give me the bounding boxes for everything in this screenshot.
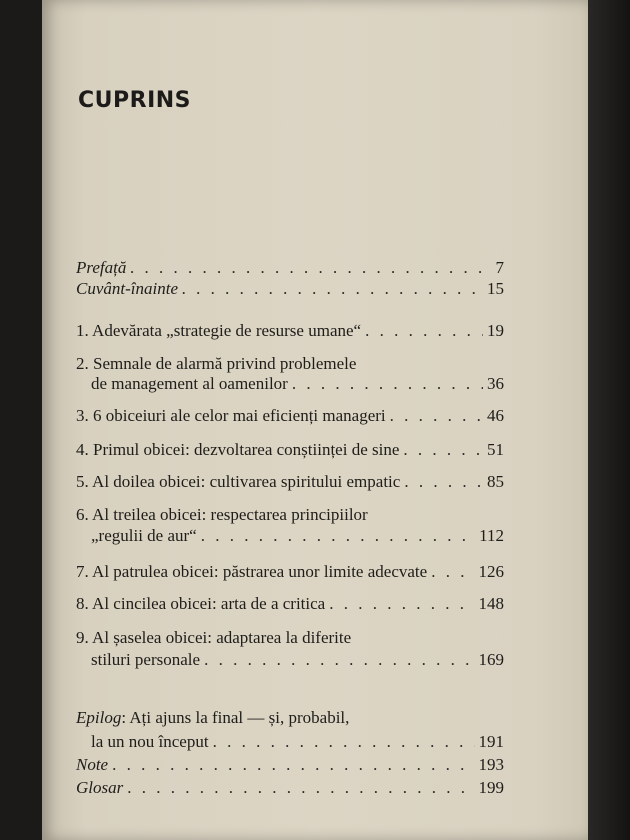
toc-entry-label: 7. Al patrulea obicei: păstrarea unor limite adecvate [76,562,428,581]
leader-dots [329,594,474,614]
toc-entry-prefata [76,258,504,278]
toc-entry-chapter-6-line1: 6. Al treilea obicei: respectarea principiilor [76,505,368,524]
toc-entry-note [76,755,504,775]
toc-entry-label: Cuvânt-înainte [76,279,178,298]
toc-entry-chapter-9 [91,650,504,670]
toc-entry-label: la un nou început [91,732,209,751]
toc-page-number: 199 [478,778,504,797]
leader-dots [204,650,474,670]
toc-entry-label: „regulii de aur“ [91,526,197,545]
toc-entry-epilog-line1 [76,708,349,728]
toc-page-number: 112 [479,526,504,545]
leader-dots [403,440,483,460]
leader-dots [201,526,475,546]
toc-page-number: 126 [478,562,504,581]
toc-entry-label: 4. Primul obicei: dezvoltarea conștiinței de sine [76,440,400,459]
leader-dots [365,321,483,341]
toc-entry-chapter-3 [76,406,504,426]
toc-entry-glosar [76,778,504,798]
leader-dots [431,562,474,582]
toc-entry-chapter-2 [91,374,504,394]
toc-entry-label: stiluri personale [91,650,201,669]
toc-entry-chapter-7 [76,562,504,582]
toc-entry-label: de management al oamenilor [91,374,288,393]
toc-entry-label: Note [76,755,109,774]
toc-page-number: 19 [487,321,504,340]
page-edge-shadow [588,0,630,840]
leader-dots [182,279,483,299]
toc-entry-chapter-4 [76,440,504,460]
toc-entry-chapter-2-line1: 2. Semnale de alarmă privind problemele [76,354,357,373]
toc-entry-chapter-9-line1: 9. Al șaselea obicei: adaptarea la diferite [76,628,352,647]
toc-entry-chapter-5 [76,472,504,492]
leader-dots [112,755,474,775]
page-title: CUPRINS [78,88,192,113]
toc-entry-cuvant-inainte [76,279,504,299]
leader-dots [127,778,474,798]
leader-dots [213,732,475,752]
leader-dots [292,374,483,394]
leader-dots [404,472,483,492]
toc-page-number: 51 [487,440,504,459]
toc-page-number: 85 [487,472,504,491]
toc-entry-label: 5. Al doilea obicei: cultivarea spiritului empatic [76,472,401,491]
epilog-title: : Ați ajuns la final — și, probabil, [121,708,350,727]
toc-page-number: 148 [478,594,504,613]
toc-page-number: 191 [478,732,504,751]
toc-entry-label: Prefață [76,258,127,277]
toc-page-number: 15 [487,279,504,298]
toc-entry-label: Glosar [76,778,124,797]
toc-entry-chapter-1 [76,321,504,341]
leader-dots [390,406,483,426]
toc-entry-chapter-8 [76,594,504,614]
toc-entry-epilog [91,732,504,752]
toc-entry-chapter-6 [91,526,504,546]
toc-page-number: 36 [487,374,504,393]
leader-dots [130,258,491,278]
toc-entry-label: 1. Adevărata „strategie de resurse umane“ [76,321,362,340]
toc-page-number: 193 [478,755,504,774]
toc-page-number: 169 [478,650,504,669]
epilog-label: Epilog [76,708,122,727]
toc-page-number: 46 [487,406,504,425]
toc-entry-label: 3. 6 obiceiuri ale celor mai eficienți manageri [76,406,386,425]
toc-entry-label: 8. Al cincilea obicei: arta de a critica [76,594,326,613]
toc-page-number: 7 [495,258,504,277]
